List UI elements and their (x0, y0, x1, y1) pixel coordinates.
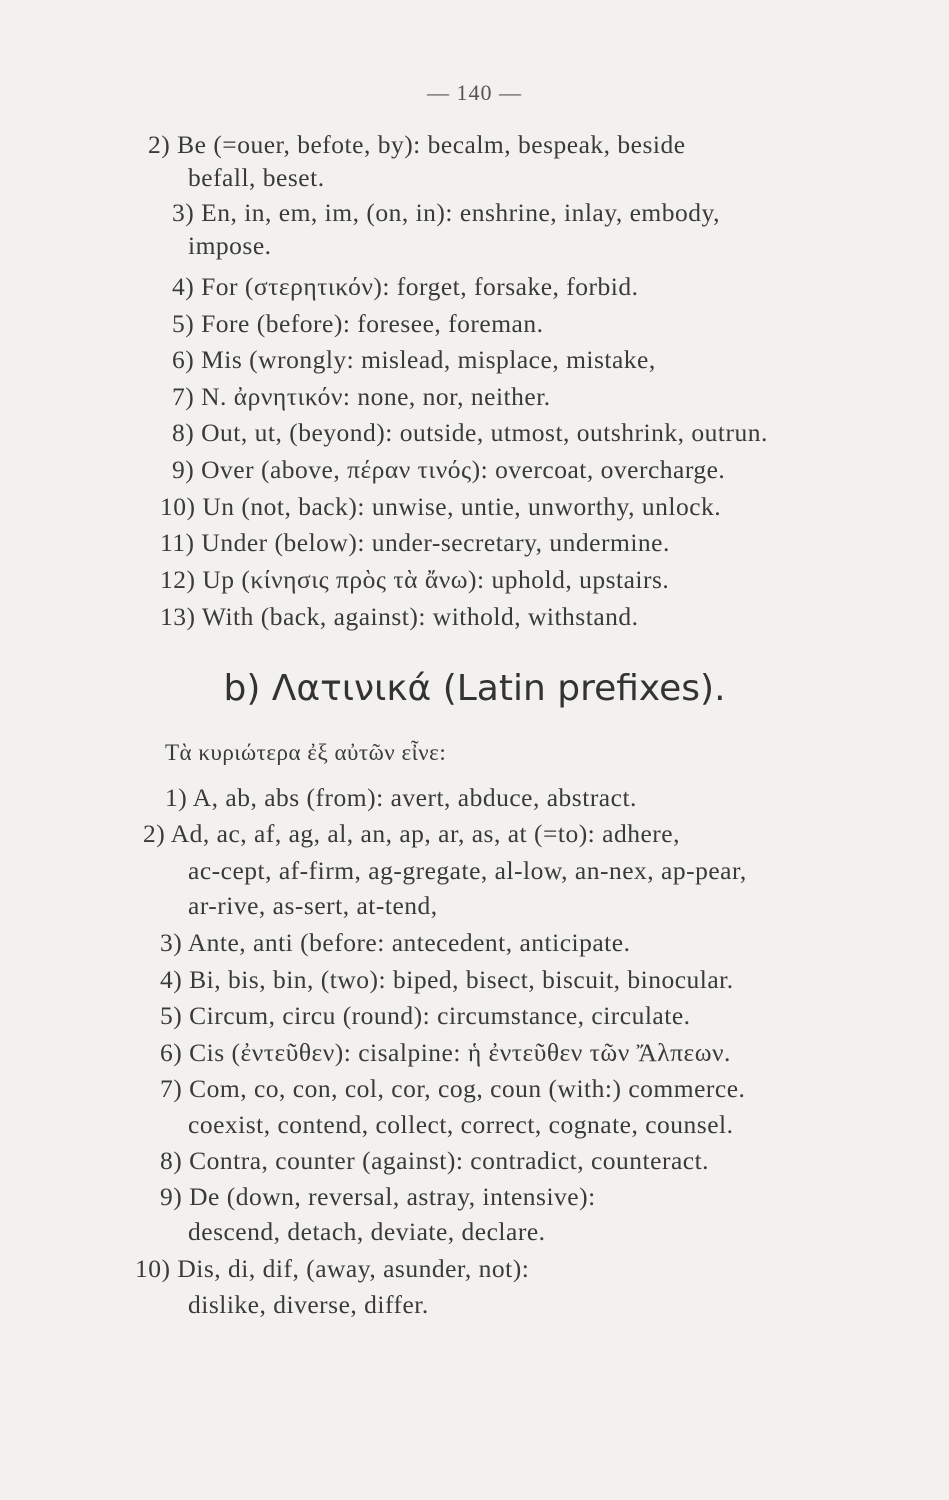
prefix-line: descend, detach, deviate, declare. (188, 1217, 546, 1246)
prefix-line: ac-cept, af-firm, ag-gregate, al-low, an-nex, ap-pear, (188, 856, 747, 885)
prefix-line: 10) Un (not, back): unwise, untie, unworthy, unlock. (160, 492, 722, 521)
prefix-line: 13) With (back, against): withold, withstand. (160, 602, 639, 631)
prefix-line: 10) Dis, di, dif, (away, asunder, not): (135, 1254, 530, 1283)
prefix-line: 7) N. ἀρνητικόν: none, nor, neither. (172, 382, 551, 411)
prefix-line: ar-rive, as-sert, at-tend, (188, 891, 438, 920)
page-number: — 140 — (427, 80, 522, 105)
prefix-line: 9) Over (above, πέραν τινός): overcoat, overcharge. (172, 455, 726, 484)
prefix-line: coexist, contend, collect, correct, cognate, counsel. (188, 1110, 734, 1139)
prefix-line: 2) Be (=ouer, befote, by): becalm, bespeak, beside (148, 130, 686, 159)
prefix-line: 3) Ante, anti (before: antecedent, anticipate. (160, 928, 631, 957)
prefix-line: 7) Com, co, con, col, cor, cog, coun (with:) commerce. (160, 1074, 746, 1103)
prefix-line: 9) De (down, reversal, astray, intensive): (160, 1182, 596, 1211)
prefix-line: befall, beset. (188, 163, 325, 192)
section-intro: Τὰ κυριώτερα ἐξ αὐτῶν εἶνε: (165, 740, 447, 765)
prefix-line: 2) Ad, ac, af, ag, al, an, ap, ar, as, at (=to): adhere, (143, 819, 680, 848)
prefix-line: 3) En, in, em, im, (on, in): enshrine, inlay, embody, (172, 198, 720, 227)
section-heading: b) Λατινικά (Latin prefixes). (223, 668, 726, 709)
prefix-line: 12) Up (κίνησις πρὸς τὰ ἄνω): uphold, upstairs. (160, 565, 670, 594)
prefix-line: 5) Circum, circu (round): circumstance, circulate. (160, 1001, 691, 1030)
prefix-line: 1) A, ab, abs (from): avert, abduce, abstract. (165, 783, 637, 812)
prefix-line: 5) Fore (before): foresee, foreman. (172, 309, 544, 338)
prefix-line: 8) Contra, counter (against): contradict, counteract. (160, 1146, 710, 1175)
prefix-line: 4) Bi, bis, bin, (two): biped, bisect, biscuit, binocular. (160, 965, 734, 994)
prefix-line: impose. (188, 231, 272, 260)
prefix-line: 11) Under (below): under-secretary, undermine. (160, 528, 670, 557)
prefix-line: dislike, diverse, differ. (188, 1290, 429, 1319)
prefix-line: 4) For (στερητικόν): forget, forsake, forbid. (172, 272, 639, 301)
prefix-line: 6) Mis (wrongly: mislead, misplace, mistake, (172, 345, 656, 374)
prefix-line: 6) Cis (ἐντεῦθεν): cisalpine: ἡ ἐντεῦθεν τῶν Ἄλπεων. (160, 1038, 731, 1067)
prefix-line: 8) Out, ut, (beyond): outside, utmost, outshrink, outrun. (172, 418, 768, 447)
